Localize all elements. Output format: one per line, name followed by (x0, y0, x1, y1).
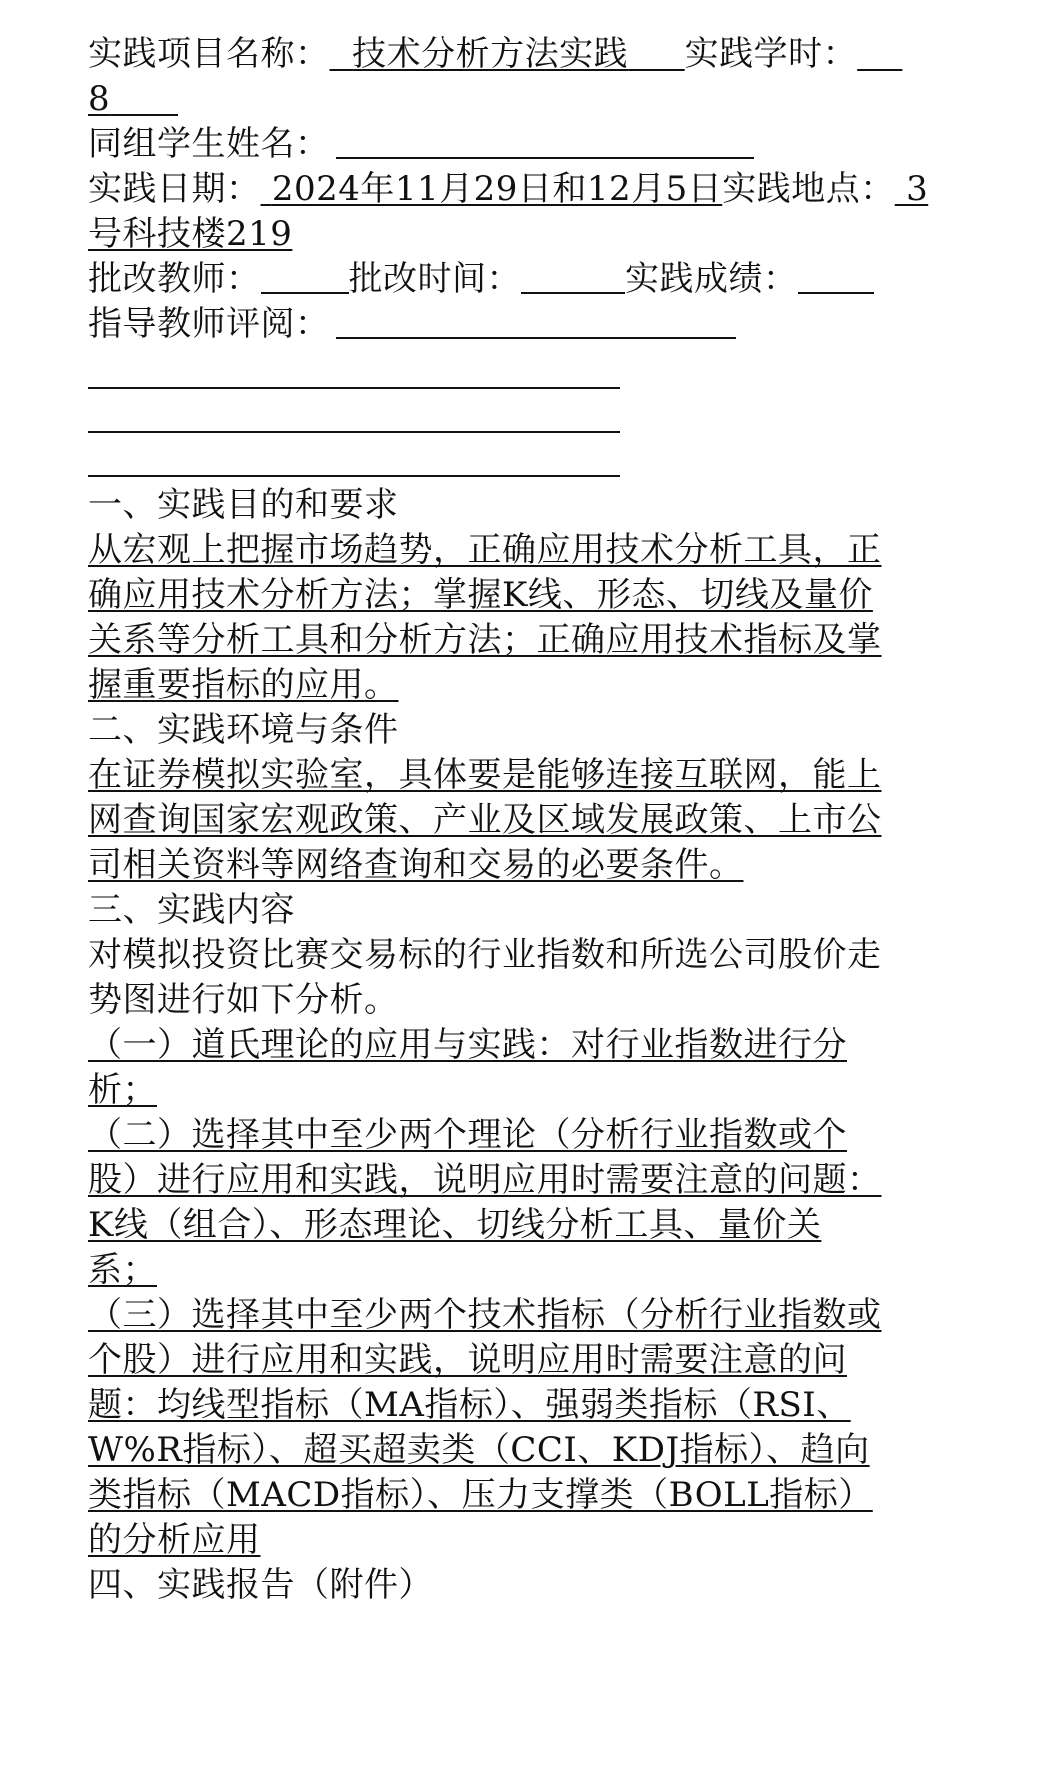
hours-line (88, 77, 976, 122)
section-1-title: 一、实践目的和要求 (88, 485, 399, 525)
date-line (88, 167, 976, 212)
item-1-line: 析； (88, 1070, 157, 1110)
review-label: 指导教师评阅： (88, 304, 330, 344)
time-blank (521, 258, 625, 294)
location-value-2: 号科技楼219 (88, 214, 293, 254)
location-value-1: 3 (906, 169, 929, 209)
group-label: 同组学生姓名： (88, 124, 330, 164)
location-label: 实践地点： (722, 169, 895, 209)
hours-blank (857, 34, 902, 74)
review-blank (336, 303, 736, 339)
hours-value: 8 (88, 79, 111, 119)
section-1-text-line: 从宏观上把握市场趋势，正确应用技术分析工具，正 (88, 530, 882, 570)
item-3-line: 题：均线型指标（MA指标）、强弱类指标（RSI、 (88, 1385, 851, 1425)
teacher-label: 批改教师： (88, 259, 261, 299)
item-1-line: （一）道氏理论的应用与实践：对行业指数进行分 (88, 1025, 847, 1065)
score-blank (798, 258, 874, 294)
item-2-line: K线（组合）、形态理论、切线分析工具、量价关 (88, 1205, 822, 1245)
section-2-text-line: 司相关资料等网络查询和交易的必要条件。 (88, 845, 744, 885)
section-2-title: 二、实践环境与条件 (88, 710, 399, 750)
item-3-line: 类指标（MACD指标）、压力支撑类（BOLL指标） (88, 1475, 873, 1515)
group-line (88, 122, 976, 167)
item-2-line: 系； (88, 1250, 157, 1290)
item-3-line: W%R指标）、超买超卖类（CCI、KDJ指标）、趋向 (88, 1430, 870, 1470)
review-rule-2 (88, 431, 620, 433)
project-label: 实践项目名称： (88, 34, 330, 74)
section-3-text-line: 对模拟投资比赛交易标的行业指数和所选公司股价走 (88, 935, 882, 975)
section-1-text-line: 确应用技术分析方法；掌握K线、形态、切线及量价 (88, 575, 873, 615)
date-value-wrap (261, 169, 723, 209)
section-3-text-line: 势图进行如下分析。 (88, 980, 399, 1020)
section-1-text-line: 关系等分析工具和分析方法；正确应用技术指标及掌 (88, 620, 882, 660)
section-1-text-line: 握重要指标的应用。 (88, 665, 399, 705)
item-3-line: 的分析应用 (88, 1520, 261, 1560)
review-line (88, 302, 976, 347)
review-rule-1 (88, 387, 620, 389)
section-2-text-line: 网查询国家宏观政策、产业及区域发展政策、上市公 (88, 800, 882, 840)
item-2-line: （二）选择其中至少两个理论（分析行业指数或个 (88, 1115, 847, 1155)
review-rule-3 (88, 475, 620, 477)
project-value: 技术分析方法实践 (352, 34, 629, 74)
hours-value-wrap (88, 79, 178, 119)
document-content (88, 32, 976, 1608)
project-line (88, 32, 976, 77)
section-3-title: 三、实践内容 (88, 890, 295, 930)
group-blank (336, 123, 754, 159)
date-value: 2024年11月29日和12月5日 (271, 169, 723, 209)
location-line (88, 212, 976, 257)
section-2-text-line: 在证券模拟实验室，具体要是能够连接互联网，能上 (88, 755, 882, 795)
date-label: 实践日期： (88, 169, 261, 209)
time-label: 批改时间： (348, 259, 521, 299)
item-3-line: （三）选择其中至少两个技术指标（分析行业指数或 (88, 1295, 882, 1335)
teacher-blank (261, 258, 349, 294)
item-2-line: 股）进行应用和实践，说明应用时需要注意的问题： (88, 1160, 882, 1200)
grading-line (88, 257, 976, 302)
hours-label: 实践学时： (684, 34, 858, 74)
score-label: 实践成绩： (625, 259, 798, 299)
item-3-line: 个股）进行应用和实践，说明应用时需要注意的问 (88, 1340, 847, 1380)
section-4-title: 四、实践报告（附件） (88, 1565, 433, 1605)
